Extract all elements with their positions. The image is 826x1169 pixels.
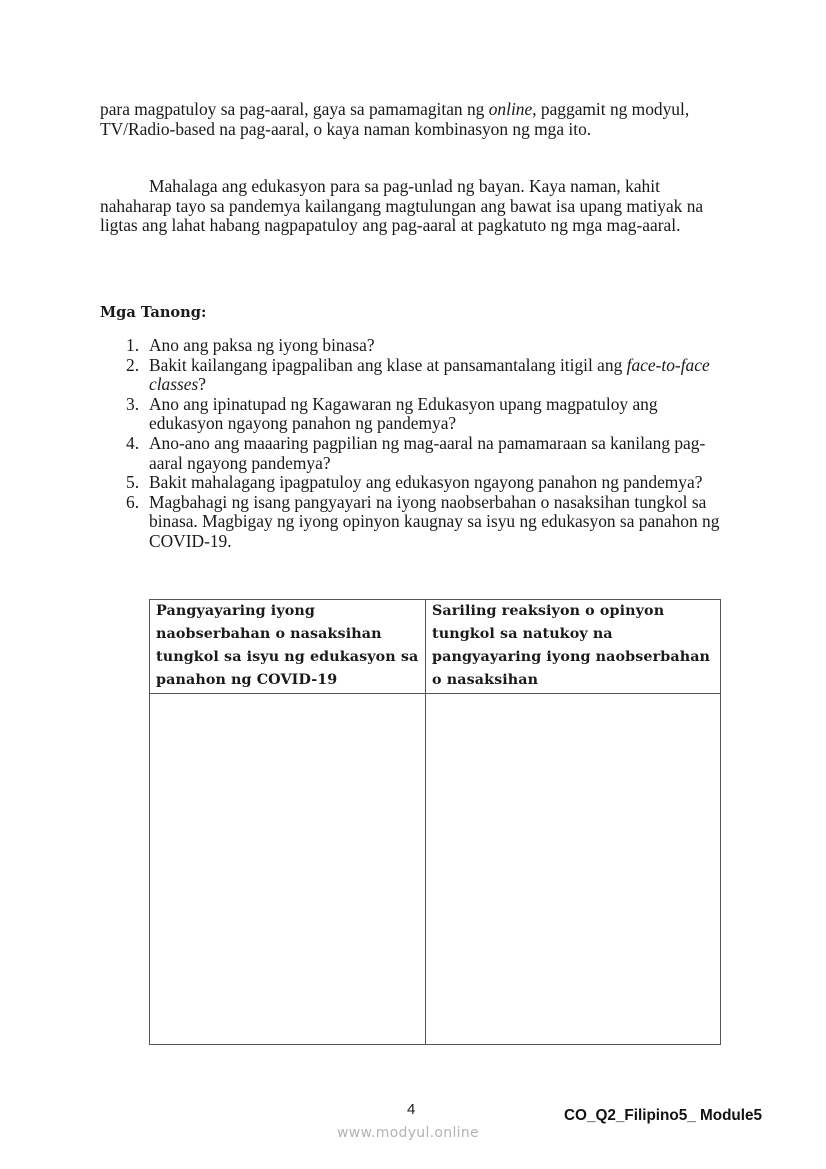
paragraph-text: para magpatuloy sa pag-aaral, gaya sa pamamagitan ng: [100, 99, 489, 119]
questions-heading: Mga Tanong:: [100, 304, 207, 321]
watermark: www.modyul.online: [337, 1125, 479, 1141]
question-item: [100, 493, 730, 552]
column-header-observed-event: Pangyayaring iyong naobserbahan o nasaksihan tungkol sa isyu ng edukasyon sa panahon ng COVID-19: [150, 600, 426, 694]
answer-cell-observed-event[interactable]: [150, 694, 426, 1045]
question-item: [100, 336, 730, 356]
body-paragraph-2: Mahalaga ang edukasyon para sa pag-unlad ng bayan. Kaya naman, kahit nahaharap tayo sa pandemya kailangang magtulungan ang bawat isa upang matiyak na ligtas ang lahat habang nagpapatuloy ang pag-aaral at pagkatuto ng mga mag-aaral.: [100, 176, 704, 236]
answer-cell-own-reaction[interactable]: [426, 694, 721, 1045]
question-text: Ano ang paksa ng iyong binasa?: [149, 335, 375, 355]
question-number: 2.: [126, 354, 140, 375]
question-number: 3.: [126, 393, 140, 414]
question-item: [100, 356, 730, 395]
italic-term: face-to-face classes: [149, 354, 710, 395]
question-item: [100, 395, 730, 434]
question-item: [100, 473, 730, 493]
page-number: 4: [407, 1101, 416, 1118]
italic-term: online: [488, 99, 533, 119]
questions-list: [100, 336, 730, 552]
question-number: 4.: [126, 432, 140, 453]
question-text: Bakit mahalagang ipagpatuloy ang edukasyon ngayong panahon ng pandemya?: [149, 472, 703, 493]
table-header-row: [150, 600, 721, 694]
question-text-end: ?: [198, 374, 207, 395]
body-paragraph-1: [100, 100, 730, 139]
column-header-own-reaction: Sariling reaksiyon o opinyon tungkol sa natukoy na pangyayaring iyong naobserbahan o nasaksihan: [426, 600, 721, 694]
question-number: 5.: [126, 472, 140, 493]
module-code: CO_Q2_Filipino5_ Module5: [564, 1107, 763, 1124]
question-text: Ano ang ipinatupad ng Kagawaran ng Edukasyon upang magpatuloy ang edukasyon ngayong panahon ng pandemya?: [149, 393, 658, 434]
question-number: 6.: [126, 491, 140, 512]
question-text: Bakit kailangang ipagpaliban ang klase at pansamantalang itigil ang: [149, 354, 627, 375]
question-text: Magbahagi ng isang pangyayari na iyong naobserbahan o nasaksihan tungkol sa binasa. Magbigay ng iyong opinyon kaugnay sa isyu ng edukasyon sa panahon ng COVID-19.: [149, 491, 720, 551]
table-row: [150, 694, 721, 1045]
paragraph-text: , paggamit ng modyul, TV/Radio-based na pag-aaral, o kaya naman kombinasyon ng mga ito.: [100, 99, 690, 139]
question-number: 1.: [126, 335, 140, 355]
question-item: [100, 434, 730, 473]
question-text: Ano-ano ang maaaring pagpilian ng mag-aaral na pamamaraan sa kanilang pag-aaral ngayong pandemya?: [149, 432, 706, 473]
activity-table: [149, 599, 721, 1045]
